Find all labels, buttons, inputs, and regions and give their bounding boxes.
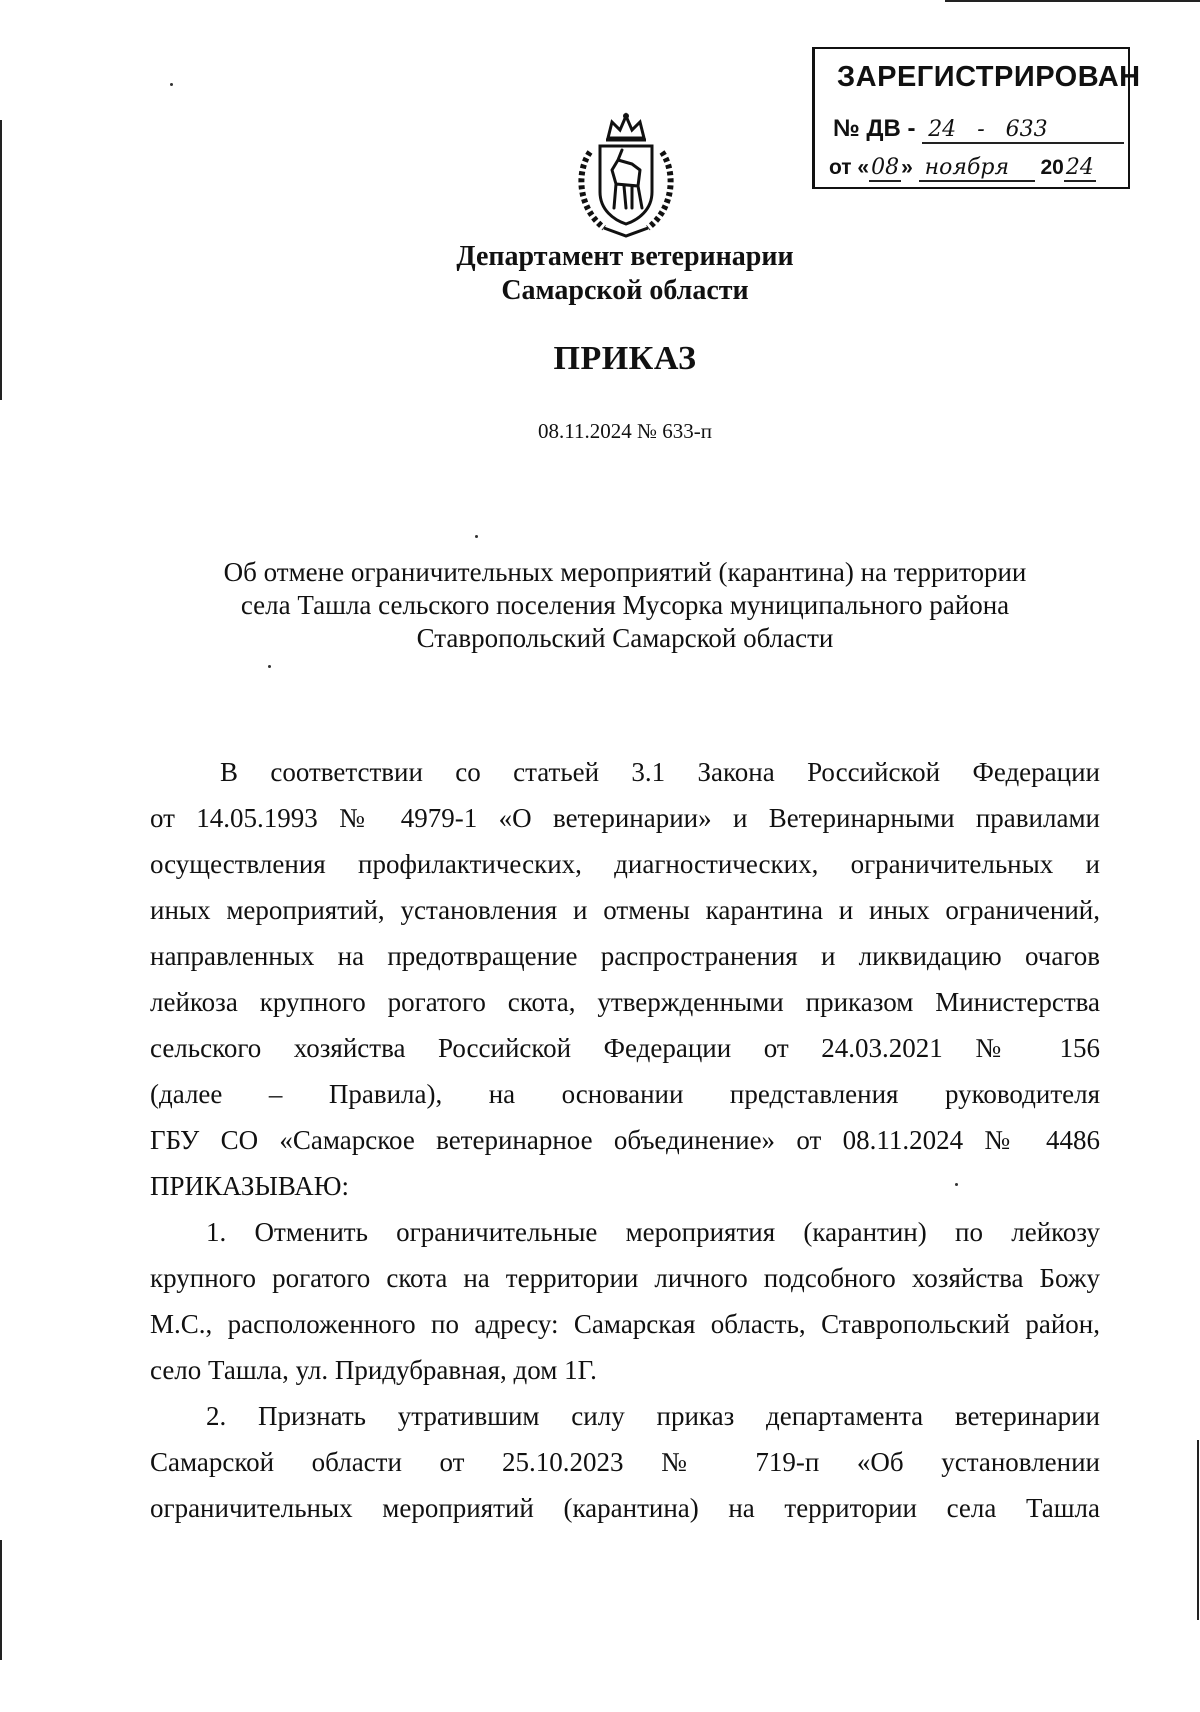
body-line: ограничительных мероприятий (карантина) на территории села Ташла <box>150 1493 1100 1523</box>
scan-speck <box>268 665 271 668</box>
body-line: В соответствии со статьей 3.1 Закона Российской Федерации <box>220 757 1100 787</box>
stamp-number-prefix: № ДВ - <box>833 115 916 142</box>
body-line: (далее – Правила), на основании представления руководителя <box>150 1079 1100 1109</box>
department-line-2: Самарской области <box>501 275 749 306</box>
stamp-number-line <box>833 115 1124 144</box>
body-line: 2. Признать утратившим силу приказ департамента ветеринарии <box>206 1401 1100 1431</box>
subject-line: Об отмене ограничительных мероприятий (карантина) на территории <box>223 557 1027 587</box>
order-word: ПРИКАЗЫВАЮ: <box>150 1171 349 1201</box>
item-2-paragraph <box>150 1393 1100 1531</box>
document-subject <box>150 556 1100 655</box>
body-line: иных мероприятий, установления и отмены карантина и иных ограничений, <box>150 895 1100 925</box>
scan-edge-right <box>1197 1440 1199 1620</box>
stamp-date-prefix: от « <box>829 156 870 179</box>
stamp-date-year-prefix: 20 <box>1040 156 1064 179</box>
item-1-paragraph <box>150 1209 1100 1347</box>
body-line: сельского хозяйства Российской Федерации от 24.03.2021 № 156 <box>150 1033 1100 1063</box>
scan-edge-top <box>945 0 1200 2</box>
preamble-paragraph <box>150 749 1100 1163</box>
scan-edge-left-2 <box>0 1540 2 1660</box>
body-line: 1. Отменить ограничительные мероприятия (карантин) по лейкозу <box>206 1217 1100 1247</box>
scan-speck <box>475 535 478 538</box>
stamp-date-year-suffix: 24 <box>1065 155 1094 180</box>
stamp-title: ЗАРЕГИСТРИРОВАН <box>837 61 1141 93</box>
subject-line: Ставропольский Самарской области <box>416 623 834 653</box>
stamp-date-line <box>829 155 1096 182</box>
body-line: направленных на предотвращение распространения и ликвидацию очагов <box>150 941 1100 971</box>
stamp-number-hand: 24 - 633 <box>922 117 1124 144</box>
body-line: лейкоза крупного рогатого скота, утвержденными приказом Министерства <box>150 987 1100 1017</box>
document-number: 08.11.2024 № 633-п <box>538 419 712 443</box>
document-type: ПРИКАЗ <box>553 340 697 377</box>
body-line: от 14.05.1993 № 4979-1 «О ветеринарии» и Ветеринарными правилами <box>150 803 1100 833</box>
stamp-date-day: 08 <box>871 155 900 180</box>
registration-stamp <box>812 47 1141 189</box>
body-line: Самарской области от 25.10.2023 № 719-п «Об установлении <box>150 1447 1100 1477</box>
stamp-date-mid: » <box>901 156 913 179</box>
body-line: крупного рогатого скота на территории личного подсобного хозяйства Божу <box>150 1263 1100 1293</box>
stamp-date-month: ноября <box>919 155 1035 182</box>
coat-of-arms-icon <box>570 112 682 240</box>
subject-line: села Ташла сельского поселения Мусорка муниципального района <box>240 590 1010 620</box>
scan-speck <box>170 83 173 86</box>
body-line: М.С., расположенного по адресу: Самарская область, Ставропольский район, <box>150 1309 1100 1339</box>
department-line-1: Департамент ветеринарии <box>456 241 794 272</box>
body-line: ГБУ СО «Самарское ветеринарное объединение» от 08.11.2024 № 4486 <box>150 1125 1100 1155</box>
item-1-last-line: село Ташла, ул. Придубравная, дом 1Г. <box>150 1355 597 1385</box>
body-line: осуществления профилактических, диагностических, ограничительных и <box>150 849 1100 879</box>
